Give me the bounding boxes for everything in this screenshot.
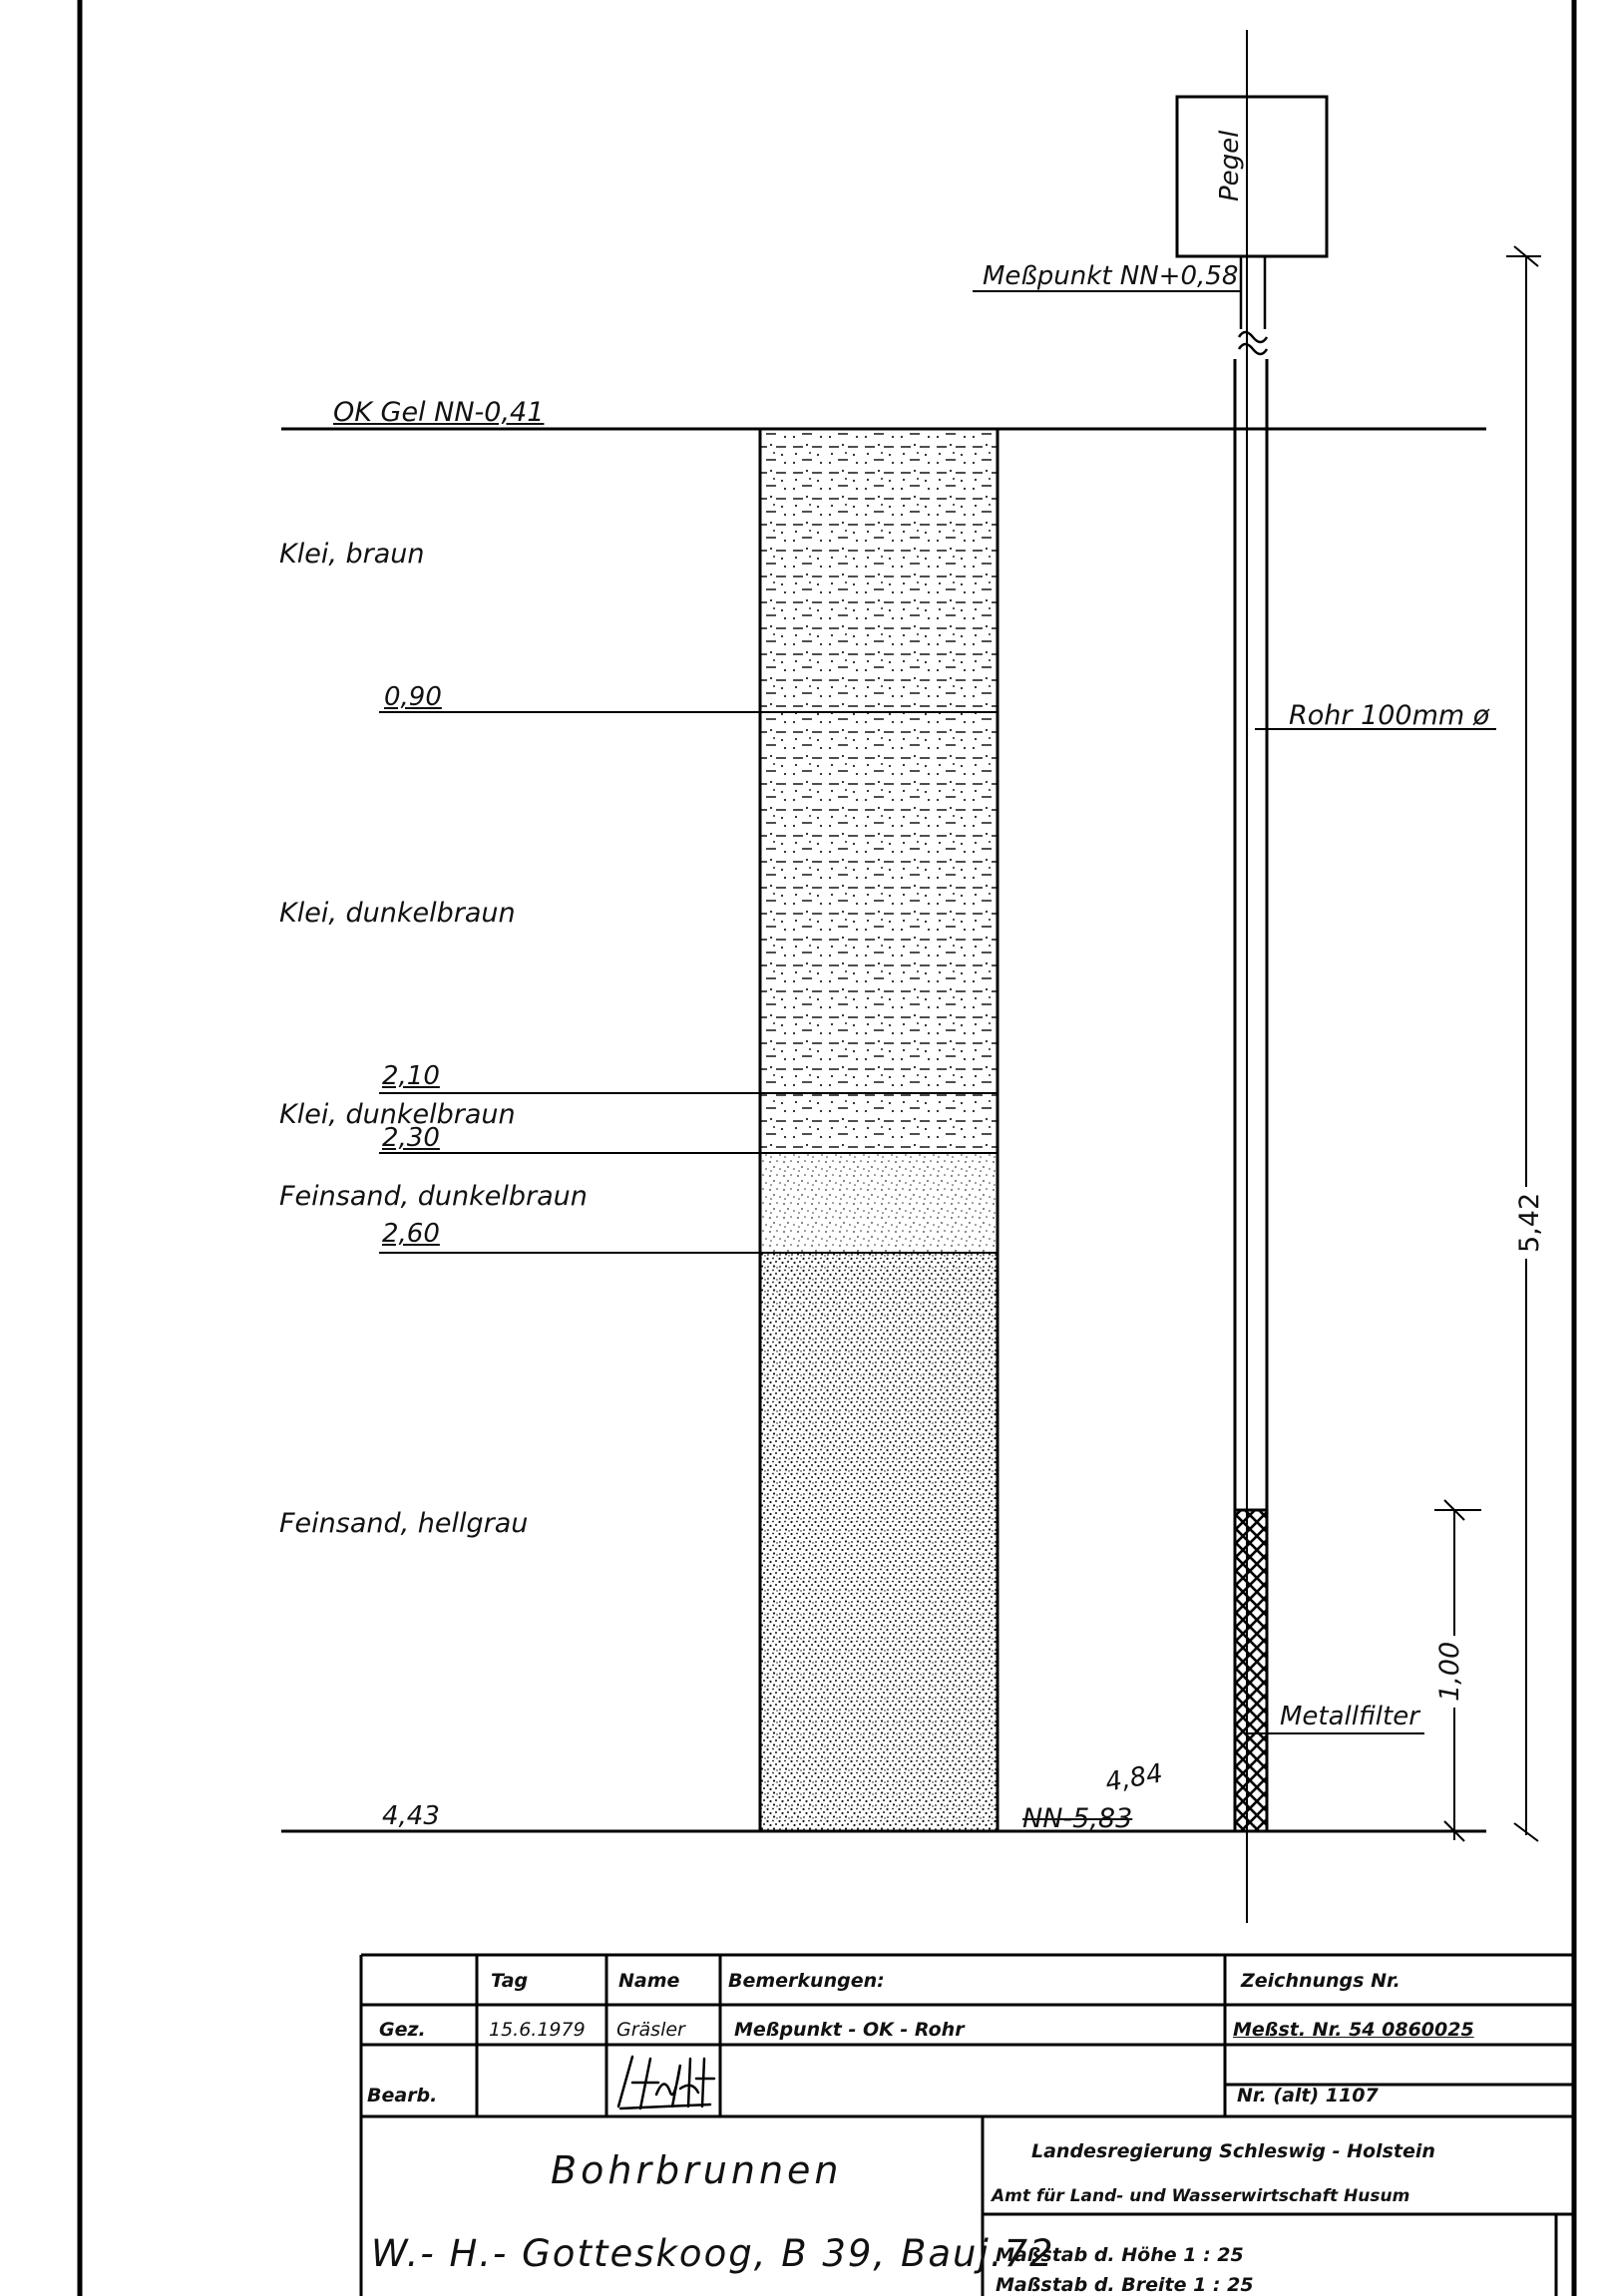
metal-filter-mesh: [1235, 1510, 1267, 1831]
ground-level-label: OK Gel NN-0,41: [333, 397, 545, 428]
layer-klei-braun: [760, 429, 998, 714]
gauge-box: [1177, 97, 1327, 256]
depth-label-443: 4,43: [382, 1801, 440, 1831]
remarks-value: Meßpunkt - OK - Rohr: [734, 2019, 965, 2041]
gauge-box-label: Pegel: [1215, 130, 1245, 201]
col-header-tag: Tag: [491, 1970, 529, 1992]
total-dimension-label: 5,42: [1514, 1187, 1545, 1259]
drawing-title: Bohrbrunnen: [551, 2148, 843, 2192]
old-number: Nr. (alt) 1107: [1237, 2085, 1379, 2106]
pipe-bottom-correction: 4,84: [1102, 1758, 1166, 1798]
col-header-drawing-no: Zeichnungs Nr.: [1241, 1970, 1401, 1992]
authority-line-2: Amt für Land- und Wasserwirtschaft Husum: [992, 2186, 1410, 2206]
layer-name-klei-dunkelbraun: Klei, dunkelbraun: [279, 898, 516, 929]
authority-line-1: Landesregierung Schleswig - Holstein: [1031, 2140, 1435, 2162]
scale-width: Maßstab d. Breite 1 : 25: [996, 2274, 1254, 2296]
layer-name-feinsand-hellgrau: Feinsand, hellgrau: [279, 1508, 529, 1539]
drawing-number: Meßst. Nr. 54 0860025: [1233, 2019, 1474, 2041]
scale-height: Maßstab d. Höhe 1 : 25: [996, 2244, 1244, 2266]
layer-klei-dunkelbraun: [760, 714, 998, 1093]
layer-name-klei-dunkelbraun-2: Klei, dunkelbraun: [279, 1099, 516, 1130]
layer-klei-dunkelbraun-2: [760, 1093, 998, 1153]
depth-label-230: 2,30: [382, 1123, 440, 1153]
layer-name-klei-braun: Klei, braun: [279, 539, 425, 570]
layer-name-feinsand-dunkelbraun: Feinsand, dunkelbraun: [279, 1181, 588, 1212]
col-header-name: Name: [618, 1970, 680, 1992]
drafter-value: Gräsler: [616, 2019, 685, 2041]
pipe-bottom-level-label: NN-5,83: [1022, 1803, 1133, 1834]
drawing-subtitle: W.- H.- Gotteskoog, B 39, Bauj.72: [371, 2232, 1055, 2275]
row-label-gez: Gez.: [379, 2019, 426, 2041]
depth-label-090: 0,90: [384, 682, 442, 712]
signature: [610, 2049, 720, 2114]
depth-label-210: 2,10: [382, 1061, 440, 1091]
date-value: 15.6.1979: [489, 2019, 586, 2041]
depth-label-260: 2,60: [382, 1219, 440, 1249]
pipe-label: Rohr 100mm ø: [1289, 700, 1490, 731]
measure-point-label: Meßpunkt NN+0,58: [983, 261, 1239, 291]
layer-feinsand-hellgrau: [760, 1253, 998, 1831]
row-label-bearb: Bearb.: [367, 2085, 438, 2106]
layer-feinsand-dunkelbraun: [760, 1153, 998, 1253]
pipe-break-mark: [1239, 332, 1267, 342]
col-header-remarks: Bemerkungen:: [728, 1970, 885, 1992]
filter-label: Metallfilter: [1280, 1702, 1419, 1731]
filter-dimension-label: 1,00: [1434, 1636, 1465, 1708]
